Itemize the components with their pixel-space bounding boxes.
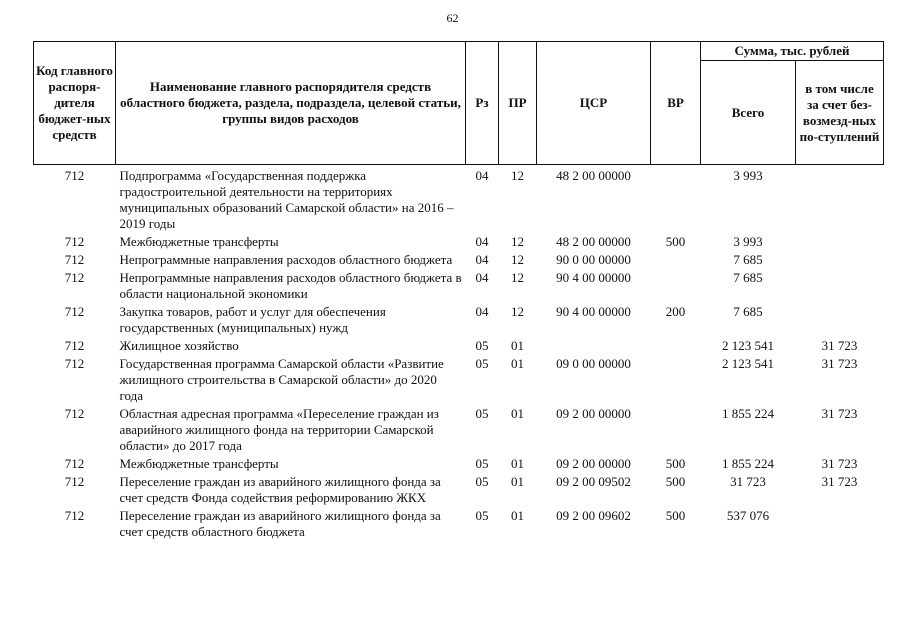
cell-pr: 01: [511, 474, 524, 489]
cell-free: 31 723: [821, 474, 858, 489]
table-row: [34, 165, 884, 234]
cell-free: [796, 165, 884, 234]
cell-free: [796, 233, 884, 251]
cell-code: 712: [64, 456, 85, 471]
header-rz: Рз: [466, 42, 499, 165]
header-total: Всего: [701, 61, 796, 165]
cell-rz: 04: [475, 168, 489, 183]
cell-rz: 05: [475, 456, 489, 471]
cell-csr: [537, 337, 651, 355]
cell-pr: 01: [511, 406, 524, 421]
cell-pr: 01: [511, 338, 524, 353]
cell-rz: 04: [475, 270, 489, 285]
table-row: [34, 355, 884, 405]
cell-csr: 90 0 00 00000: [556, 252, 631, 267]
cell-pr: 01: [511, 456, 524, 471]
cell-vr: [651, 337, 701, 355]
cell-pr: 12: [511, 270, 524, 285]
table-row: [34, 455, 884, 473]
header-free: в том числе за счет без-возмезд-ных по-ступлений: [796, 61, 884, 165]
cell-csr: 09 2 00 00000: [556, 406, 631, 421]
cell-name: Областная адресная программа «Переселение граждан из аварийного жилищного фонда на территории Самарской области» до 2017 года: [119, 406, 439, 453]
header-csr: ЦСР: [537, 42, 651, 165]
cell-vr: 500: [665, 508, 686, 523]
cell-total: 7 685: [733, 270, 763, 285]
header-code: Код главного распоря-дителя бюджет-ных средств: [34, 42, 116, 165]
cell-name: Непрограммные направления расходов областного бюджета: [119, 252, 453, 267]
cell-csr: 09 2 00 09502: [556, 474, 631, 489]
cell-pr: 12: [511, 234, 524, 249]
cell-total: 1 855 224: [722, 456, 774, 471]
cell-code: 712: [64, 508, 85, 523]
cell-name: Непрограммные направления расходов областного бюджета в области национальной экономики: [119, 270, 462, 301]
header-sum: Сумма, тыс. рублей: [701, 42, 884, 61]
cell-free: 31 723: [821, 338, 858, 353]
cell-pr: 12: [511, 168, 524, 183]
table-row: [34, 405, 884, 455]
table-row: [34, 233, 884, 251]
table-body: [34, 165, 884, 542]
cell-rz: 05: [475, 338, 489, 353]
cell-total: 537 076: [726, 508, 770, 523]
cell-rz: 04: [475, 304, 489, 319]
table-row: [34, 269, 884, 303]
cell-vr: 500: [665, 474, 686, 489]
cell-free: [796, 251, 884, 269]
cell-vr: [651, 269, 701, 303]
cell-csr: 90 4 00 00000: [556, 304, 631, 319]
cell-free: 31 723: [821, 456, 858, 471]
table-row: [34, 303, 884, 337]
cell-name: Переселение граждан из аварийного жилищного фонда за счет средств областного бюджета: [119, 508, 441, 539]
table-row: [34, 473, 884, 507]
cell-name: Жилищное хозяйство: [119, 338, 239, 353]
cell-total: 7 685: [733, 252, 763, 267]
cell-vr: [651, 405, 701, 455]
cell-free: 31 723: [821, 356, 858, 371]
cell-free: [796, 303, 884, 337]
cell-total: 3 993: [733, 234, 763, 249]
cell-pr: 01: [511, 356, 524, 371]
cell-pr: 12: [511, 304, 524, 319]
cell-name: Переселение граждан из аварийного жилищного фонда за счет средств Фонда содействия реформированию ЖКХ: [119, 474, 441, 505]
cell-code: 712: [64, 304, 85, 319]
cell-rz: 05: [475, 356, 489, 371]
cell-rz: 05: [475, 474, 489, 489]
cell-code: 712: [64, 356, 85, 371]
cell-csr: 09 0 00 00000: [556, 356, 631, 371]
table-row: [34, 507, 884, 541]
cell-csr: 48 2 00 00000: [556, 234, 631, 249]
cell-vr: 200: [665, 304, 686, 319]
cell-code: 712: [64, 168, 85, 183]
table-header: [34, 42, 884, 165]
header-vr: ВР: [651, 42, 701, 165]
cell-name: Межбюджетные трансферты: [119, 234, 279, 249]
cell-name: Закупка товаров, работ и услуг для обеспечения государственных (муниципальных) нужд: [119, 304, 386, 335]
budget-table: [33, 41, 884, 541]
cell-code: 712: [64, 338, 85, 353]
cell-total: 3 993: [733, 168, 763, 183]
cell-total: 2 123 541: [722, 338, 774, 353]
cell-name: Межбюджетные трансферты: [119, 456, 279, 471]
table-row: [34, 251, 884, 269]
cell-name: Подпрограмма «Государственная поддержка градостроительной деятельности на территориях муниципальных образований Самарской области» на 2016 – 2019 годы: [119, 168, 454, 231]
cell-csr: 90 4 00 00000: [556, 270, 631, 285]
cell-total: 1 855 224: [722, 406, 774, 421]
cell-free: [796, 507, 884, 541]
cell-vr: [651, 355, 701, 405]
cell-pr: 01: [511, 508, 524, 523]
cell-vr: 500: [665, 456, 686, 471]
cell-total: 31 723: [730, 474, 766, 489]
table-row: [34, 337, 884, 355]
cell-csr: 48 2 00 00000: [556, 168, 631, 183]
cell-free: [796, 269, 884, 303]
cell-total: 2 123 541: [722, 356, 774, 371]
cell-code: 712: [64, 234, 85, 249]
cell-rz: 05: [475, 508, 489, 523]
cell-code: 712: [64, 406, 85, 421]
cell-code: 712: [64, 270, 85, 285]
cell-code: 712: [64, 474, 85, 489]
cell-csr: 09 2 00 00000: [556, 456, 631, 471]
cell-free: 31 723: [821, 406, 858, 421]
header-pr: ПР: [499, 42, 537, 165]
cell-rz: 04: [475, 252, 489, 267]
cell-code: 712: [64, 252, 85, 267]
cell-vr: [651, 251, 701, 269]
page-number: 62: [446, 11, 459, 25]
cell-vr: 500: [665, 234, 686, 249]
cell-rz: 04: [475, 234, 489, 249]
cell-vr: [651, 165, 701, 234]
cell-csr: 09 2 00 09602: [556, 508, 631, 523]
header-name: Наименование главного распорядителя средств областного бюджета, раздела, подраздела, целевой статьи, группы видов расходов: [116, 42, 466, 165]
cell-total: 7 685: [733, 304, 763, 319]
cell-pr: 12: [511, 252, 524, 267]
cell-rz: 05: [475, 406, 489, 421]
cell-name: Государственная программа Самарской области «Развитие жилищного строительства в Самарской области» до 2020 года: [119, 356, 444, 403]
